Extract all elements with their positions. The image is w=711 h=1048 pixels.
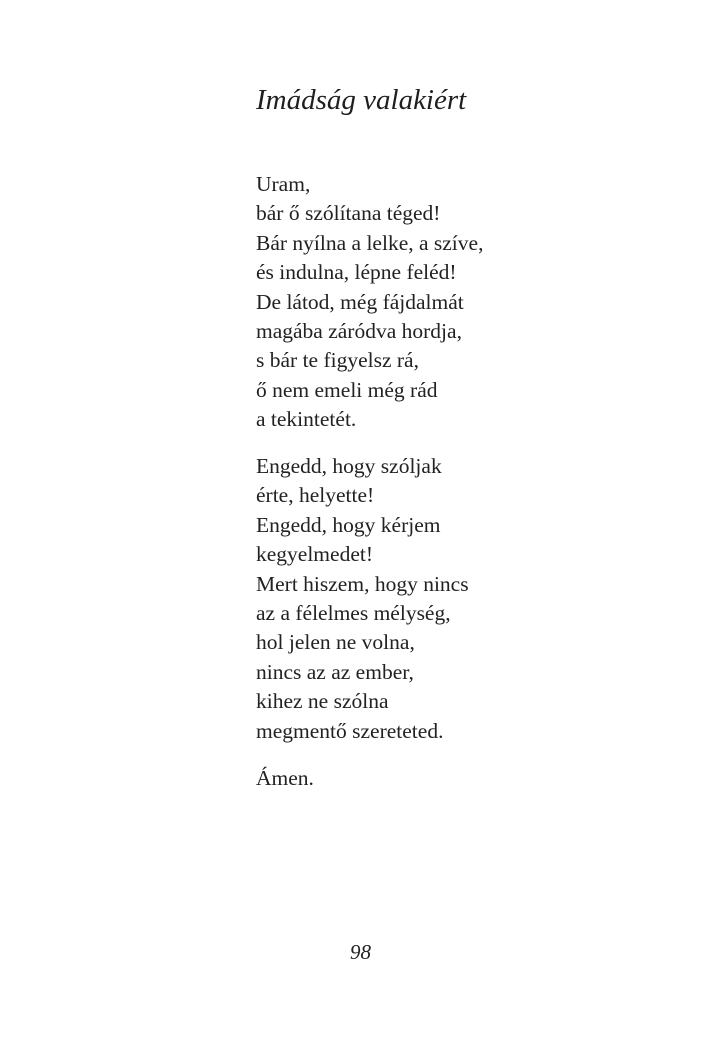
poem-line: Ámen. [256,766,314,790]
poem-line: az a félelmes mélység, [256,600,451,625]
stanza-2 [256,452,469,746]
poem-line: hol jelen ne volna, [256,630,415,655]
poem-line: megmentő szereteted. [256,718,444,743]
poem-line: és indulna, lépne feléd! [256,260,457,285]
poem-line: Mert hiszem, hogy nincs [256,571,469,596]
page-number: 98 [350,940,371,964]
poem-line: nincs az az ember, [256,659,414,684]
poem-line: ő nem emeli még rád [256,377,438,402]
stanza-1 [256,170,483,435]
poem-line: De látod, még fájdalmát [256,289,464,314]
poem-line: Engedd, hogy kérjem [256,512,441,537]
poem-line: magába záródva hordja, [256,318,462,343]
poem-line: s bár te figyelsz rá, [256,348,419,373]
stanza-3 [256,764,314,793]
poem-line: Uram, [256,172,311,196]
poem-line: a tekintetét. [256,407,357,432]
poem-line: kegyelmedet! [256,542,374,567]
poem-line: érte, helyette! [256,483,375,508]
poem-title: Imádság valakiért [256,84,467,116]
poem-line: Bár nyílna a lelke, a szíve, [256,230,484,255]
poem-line: bár ő szólítana téged! [256,201,441,226]
poem-line: kihez ne szólna [256,689,389,714]
poem-line: Engedd, hogy szóljak [256,454,442,478]
